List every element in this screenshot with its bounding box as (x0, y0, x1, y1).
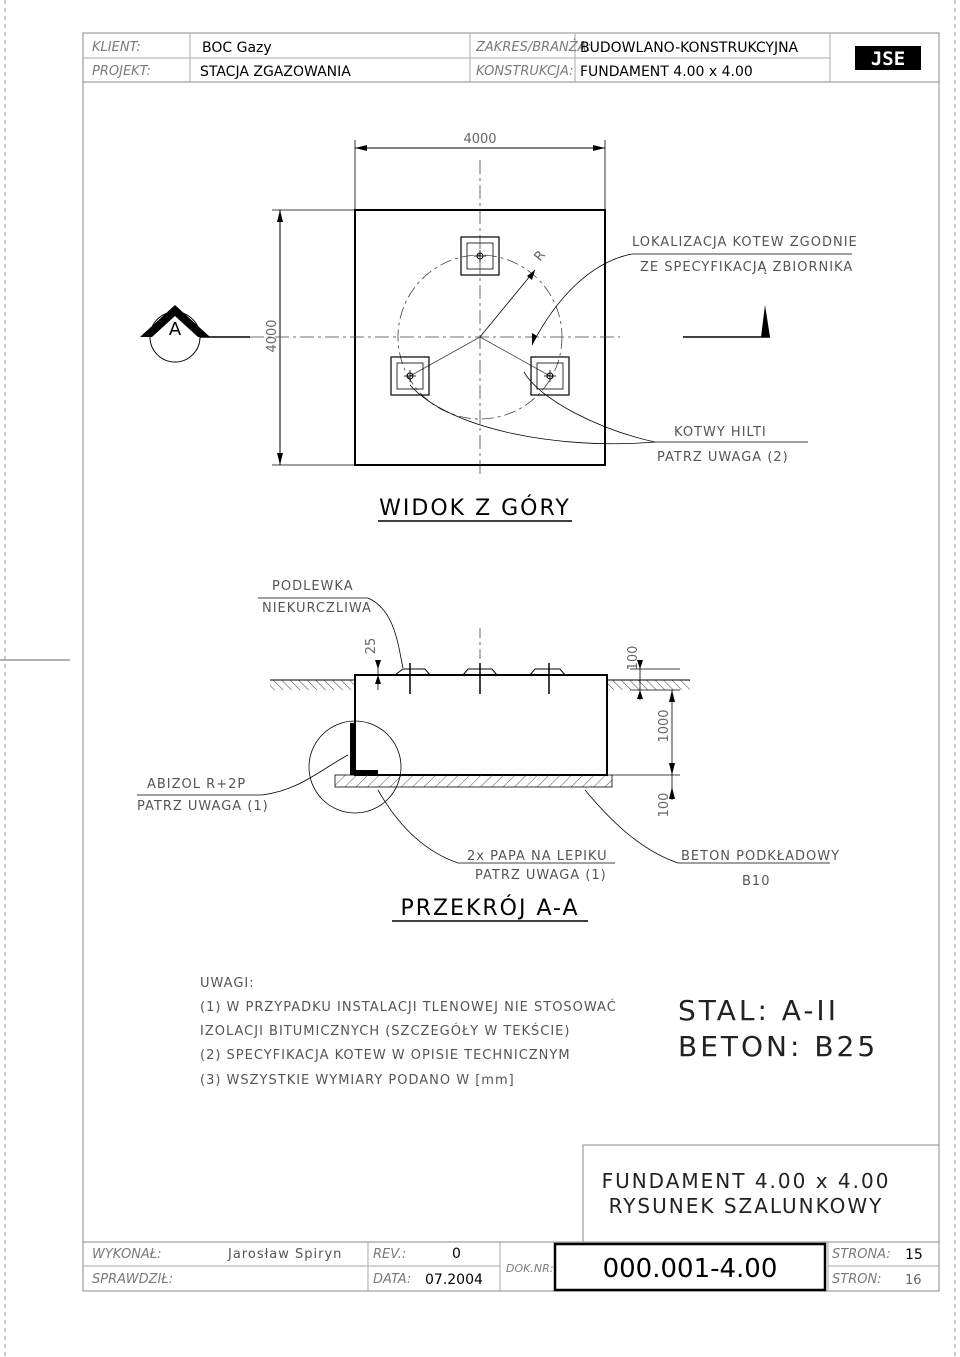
soil-left (270, 680, 355, 690)
insulation-label-line1: ABIZOL R+2P (147, 777, 247, 792)
checked-by-label: SPRAWDZIŁ: (92, 1272, 174, 1287)
made-by-label: WYKONAŁ: (92, 1247, 162, 1262)
insulation-base (350, 770, 378, 775)
project-label: PROJEKT: (92, 64, 151, 79)
bolts-note-line2: PATRZ UWAGA (2) (657, 450, 789, 465)
section-marker-right (683, 305, 770, 337)
drawing-title-line1: FUNDAMENT 4.00 x 4.00 (601, 1169, 891, 1193)
felt-label-line1: 2x PAPA NA LEPIKU (467, 849, 608, 864)
soil-right (607, 680, 690, 690)
top-layer-dim: 100 (626, 645, 641, 671)
top-height-dim: 4000 (265, 319, 280, 353)
note-line-1: (1) W PRZYPADKU INSTALACJI TLENOWEJ NIE STOSOWAĆ (200, 1000, 617, 1015)
section-title: PRZEKRÓJ A-A (400, 896, 580, 921)
svg-text:A: A (168, 319, 182, 340)
scope-value: BUDOWLANO-KONSTRUKCYJNA (580, 40, 799, 56)
date-label: DATA: (373, 1272, 412, 1287)
title-block (83, 1145, 939, 1291)
note-line-4: (3) WSZYSTKIE WYMIARY PODANO W [mm] (200, 1073, 515, 1088)
grout-label-line2: NIEKURCZLIWA (262, 601, 372, 616)
made-by-value: Jarosław Spiryn (228, 1247, 343, 1262)
doc-number-value: 000.001-4.00 (602, 1254, 778, 1284)
doc-number-label: DOK.NR: (506, 1262, 554, 1275)
depth-dim: 1000 (657, 709, 672, 743)
radius-label: R (531, 247, 549, 265)
revision-label: REV.: (373, 1247, 407, 1262)
steel-grade: STAL: A-II (678, 994, 839, 1027)
concrete-label-line2: B10 (742, 874, 771, 889)
top-width-dim: 4000 (463, 132, 497, 147)
anchor-plate (531, 357, 569, 395)
top-view (140, 132, 858, 521)
page-label: STRONA: (832, 1247, 891, 1262)
bolts-note-line1: KOTWY HILTI (674, 425, 767, 440)
felt-label-line2: PATRZ UWAGA (1) (475, 868, 607, 883)
insulation-wall (350, 723, 355, 775)
client-label: KLIENT: (92, 40, 141, 55)
client-value: BOC Gazy (202, 40, 272, 56)
sheet-frame (83, 33, 939, 1291)
drawing-title-line2: RYSUNEK SZALUNKOWY (608, 1194, 884, 1218)
concrete-grade: BETON: B25 (678, 1030, 879, 1063)
header-block (83, 33, 939, 82)
grout-dim: 25 (364, 637, 379, 655)
revision-value: 0 (452, 1246, 461, 1262)
note-line-3: (2) SPECYFIKACJA KOTEW W OPISIE TECHNICZNYM (200, 1048, 571, 1063)
section-view (137, 579, 840, 921)
design-label: KONSTRUKCJA: (476, 64, 574, 79)
section-marker-left (140, 305, 250, 362)
scope-label: ZAKRES/BRANŻA: (476, 40, 592, 55)
project-value: STACJA ZGAZOWANIA (200, 64, 351, 80)
anchor-plate (461, 237, 499, 275)
anchor-plate (391, 357, 429, 395)
grout-label-line1: PODLEWKA (272, 579, 354, 594)
page-value: 15 (905, 1247, 923, 1263)
note-line-2: IZOLACJI BITUMICZNYCH (SZCZEGÓŁY W TEKŚCIE) (200, 1024, 571, 1039)
company-logo (855, 46, 921, 70)
svg-text:JSE: JSE (870, 48, 906, 70)
foundation-section (355, 675, 607, 775)
concrete-label-line1: BETON PODKŁADOWY (681, 849, 841, 864)
anchor-note-line1: LOKALIZACJA KOTEW ZGODNIE (632, 235, 858, 250)
pages-value: 16 (905, 1273, 922, 1288)
insulation-label-line2: PATRZ UWAGA (1) (137, 799, 269, 814)
general-notes (200, 976, 878, 1088)
notes-heading: UWAGI: (200, 976, 255, 991)
pages-label: STRON: (832, 1272, 882, 1287)
bottom-layer-dim: 100 (657, 792, 672, 818)
lean-concrete (335, 775, 612, 787)
anchor-note-line2: ZE SPECYFIKACJĄ ZBIORNIKA (640, 260, 854, 275)
top-view-title: WIDOK Z GÓRY (379, 496, 571, 521)
design-value: FUNDAMENT 4.00 x 4.00 (580, 64, 753, 80)
date-value: 07.2004 (425, 1272, 483, 1288)
